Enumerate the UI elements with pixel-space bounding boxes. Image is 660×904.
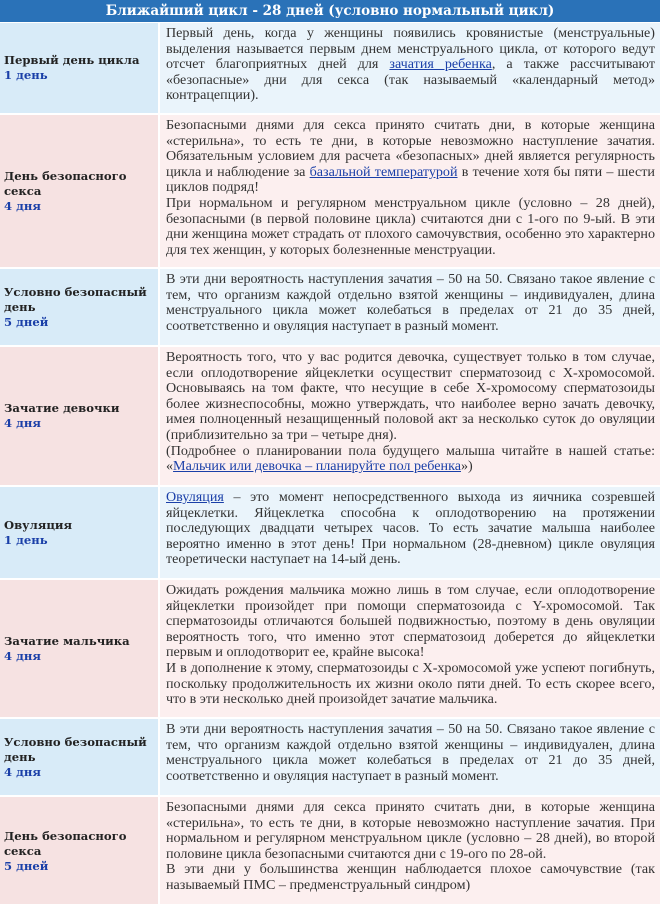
description-text: Безопасными днями для секса принято считать дни, в которые женщина «стерильна», то есть те дни, в которые невозможно наступление зачатия. При нормальном и регулярном менструальном цикле (условно – 28 дней), во второй половине цикла безопасными считаются дни с 19-ого по 28-ой. xyxy=(166,799,655,862)
basal-temperature-link[interactable]: базальной температурой xyxy=(309,163,458,180)
phase-label: День безопасного секса xyxy=(4,168,127,198)
description-text: В эти дни у большинства женщин наблюдается плохое самочувствие (так называемый ПМС – предменструальный синдром) xyxy=(166,861,655,893)
description-text: И в дополнение к этому, сперматозоиды с X-хромосомой уже успеют погибнуть, поскольку продолжительность их жизни около пяти дней. То есть скорее всего, что в эти несколько дней произойдет зачатие мальчика. xyxy=(166,659,655,708)
gender-planning-link[interactable]: Мальчик или девочка – планируйте пол ребенка xyxy=(173,458,461,475)
phase-label: Условно безопасный день xyxy=(4,734,147,764)
phase-cell xyxy=(0,269,160,345)
description-text: В эти дни вероятность наступления зачатия – 50 на 50. Связано такое явление с тем, что организм каждой отдельно взятой женщины – индивидуален, длина менструального цикла может колебаться в пределах от 21 до 35 дней, соответственно и овуляция наступает в разный момент. xyxy=(166,721,655,784)
table-row xyxy=(0,347,660,487)
description-text: Безопасными днями для секса принято считать дни, в которые женщина «стерильна», то есть те дни, в которые невозможно наступление зачатия. Обязательным условием для расчета «безопасных» дней является регулярность цикла и наблюдение за базальной температурой в течение хотя бы пяти – шести циклов подряд! xyxy=(166,117,655,196)
table-row xyxy=(0,580,660,719)
description-cell xyxy=(160,269,660,345)
phase-duration: 1 день xyxy=(4,532,48,547)
description-cell xyxy=(160,719,660,795)
phase-label: Зачатие девочки xyxy=(4,401,120,415)
table-row xyxy=(0,115,660,269)
description-text: В эти дни вероятность наступления зачатия – 50 на 50. Связано такое явление с тем, что организм каждой отдельно взятой женщины – индивидуален, длина менструального цикла может колебаться в пределах от 21 до 35 дней, соответственно и овуляция наступает в разный момент. xyxy=(166,271,655,334)
ovulation-link[interactable]: Овуляция xyxy=(166,489,224,505)
phase-duration: 5 дней xyxy=(4,314,49,329)
description-text: Ожидать рождения мальчика можно лишь в том случае, если оплодотворение яйцеклетки произойдет при помощи сперматозоида с Y-хромосомой. Так сперматозоиды отличаются большей подвижностью, поэтому в день овуляции вероятность того, что именно этот сперматозоид доберется до яйцеклетки первым и оплодотворит ее, крайне высока! xyxy=(166,582,655,661)
phase-cell xyxy=(0,487,160,578)
description-cell xyxy=(160,797,660,904)
conception-link[interactable]: зачатия ребенка xyxy=(389,56,492,73)
table-row xyxy=(0,797,660,904)
phase-label: Первый день цикла xyxy=(4,53,140,67)
phase-duration: 1 день xyxy=(4,68,48,82)
description-text: При нормальном и регулярном менструальном цикле (условно – 28 дней), безопасными (в первой половине цикла) считаются дни с 1-ого по 9-ый. В эти дни женщина может страдать от плохого самочувствия, особенно это характерно для тех женщин, у которых болезненные менструации. xyxy=(166,194,655,258)
phase-duration: 4 дня xyxy=(4,198,41,213)
phase-duration: 4 дня xyxy=(4,648,41,663)
phase-label: День безопасного секса xyxy=(4,828,127,858)
description-cell xyxy=(160,580,660,717)
description-text: Первый день, когда у женщины появились кровянистые (менструальные) выделения называется первым днем менструального цикла, от которого ведут отсчет благоприятных дней для зачатия ребенка, а также рассчитывают «безопасные» дни для секса (так называемый «календарный метод» контрацепции). xyxy=(166,25,655,104)
description-cell xyxy=(160,487,660,578)
phase-label: Овуляция xyxy=(4,517,73,532)
phase-cell xyxy=(0,347,160,485)
description-cell xyxy=(160,23,660,113)
description-text: Вероятность того, что у вас родится девочка, существует только в том случае, если оплодотворение яйцеклетки осуществит сперматозоид с X-хромосомой. Основываясь на том факте, что несущие в себе X-хромосому сперматозоиды более жизнеспособны, можно утверждать, что наиболее верно зачать девочку, имея полноценный незащищенный половой акт за несколько суток до овуляции (приблизительно за три – четыре дня). xyxy=(166,349,655,443)
table-row xyxy=(0,269,660,347)
phase-cell xyxy=(0,23,160,113)
table-title: Ближайший цикл - 28 дней (условно нормальный цикл) xyxy=(0,0,660,23)
description-cell xyxy=(160,115,660,267)
phase-duration: 4 дня xyxy=(4,416,41,430)
phase-label: Условно безопасный день xyxy=(4,284,147,314)
phase-label: Зачатие мальчика xyxy=(4,633,130,648)
table-row xyxy=(0,487,660,580)
phase-duration: 4 дня xyxy=(4,764,41,779)
phase-cell xyxy=(0,580,160,717)
table-row xyxy=(0,719,660,797)
phase-cell xyxy=(0,115,160,267)
description-text: (Подробнее о планировании пола будущего малыша читайте в нашей статье: «Мальчик или девочка – планируйте пол ребенка») xyxy=(166,442,655,475)
phase-cell xyxy=(0,797,160,904)
phase-cell xyxy=(0,719,160,795)
table-row xyxy=(0,23,660,115)
description-text: Овуляция – это момент непосредственного выхода из яичника созревшей яйцеклетки. Яйцеклетка способна к оплодотворению на протяжении последующих двадцати четырех часов. То есть зачатие малыша наиболее вероятно именно в этот день! При нормальном (28-дневном) цикле овуляция теоретически наступает на 14-ый день. xyxy=(166,489,655,568)
description-cell xyxy=(160,347,660,485)
phase-duration: 5 дней xyxy=(4,858,49,873)
